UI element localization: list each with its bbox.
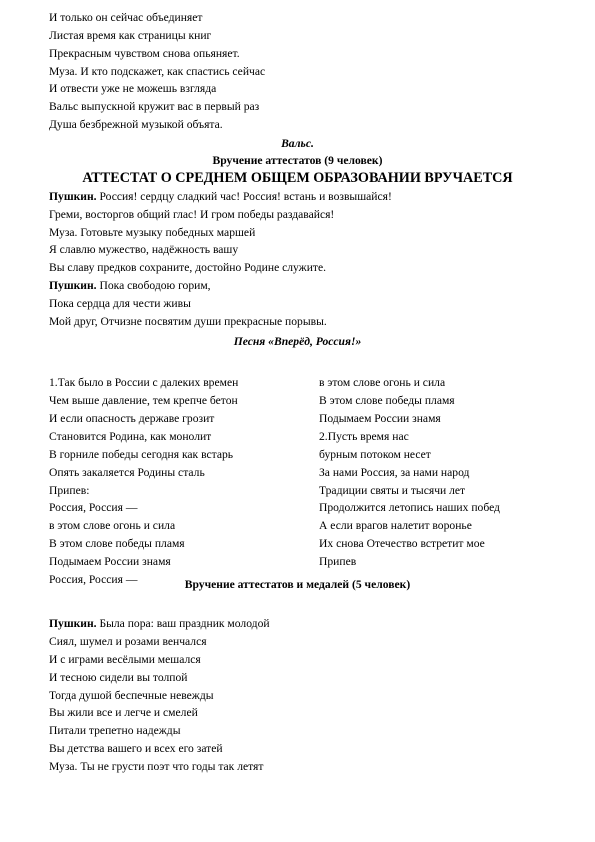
speech-text: Россия! сердцу сладкий час! Россия! встань и возвышайся! (96, 190, 392, 203)
song-line-left: Чем выше давление, тем крепче бетон (49, 394, 238, 407)
song-line-left: Припев: (49, 484, 90, 497)
song-line-left: в этом слове огонь и сила (49, 519, 176, 532)
award-title-9: Вручение аттестатов (9 человек) (212, 154, 383, 167)
poem-line: Вальс выпускной кружит вас в первый раз (49, 100, 260, 113)
speech-text: Была пора: ваш праздник молодой (96, 617, 270, 630)
speech-line: Мой друг, Отчизне посвятим души прекрасные порывы. (49, 315, 327, 328)
speech-line: Вы детства вашего и всех его затей (49, 742, 223, 755)
speaker-pushkin: Пушкин. (49, 279, 97, 292)
speech-line: Вы жили все и легче и смелей (49, 706, 198, 719)
song-line-left: В этом слове победы пламя (49, 537, 185, 550)
speech-line (49, 617, 270, 631)
song-line-right: в этом слове огонь и сила (319, 376, 446, 389)
song-line-right: бурным потоком несет (319, 448, 431, 461)
speech-line: Я славлю мужество, надёжность вашу (49, 243, 239, 256)
speech-line: И с играми весёлыми мешался (49, 653, 201, 666)
song-line-left: 1.Так было в России с далеких времен (49, 376, 239, 389)
poem-line: И только он сейчас объединяет (49, 11, 203, 24)
speech-line: Муза. Готовьте музыку победных маршей (49, 226, 256, 239)
poem-line: Муза. И кто подскажет, как спастись сейчас (49, 65, 266, 78)
waltz-direction: Вальс. (281, 137, 314, 150)
song-line-right: Продолжится летопись наших побед (319, 501, 500, 514)
song-line-left: В горниле победы сегодня как встарь (49, 448, 234, 461)
speech-line: Пока сердца для чести живы (49, 297, 191, 310)
song-line-right: Традиции святы и тысячи лет (319, 484, 466, 497)
speech-line: Греми, восторгов общий глас! И гром победы раздавайся! (49, 208, 335, 221)
speech-line (49, 190, 392, 204)
song-line-left: И если опасность державе грозит (49, 412, 215, 425)
poem-line: Душа безбрежной музыкой объята. (49, 118, 223, 131)
song-line-left: Подымаем России знамя (49, 555, 171, 568)
song-title: Песня «Вперёд, Россия!» (233, 335, 362, 348)
poem-line: И отвести уже не можешь взгляда (49, 82, 217, 95)
song-line-left: Становится Родина, как монолит (49, 430, 212, 443)
song-line-left: Опять закаляется Родины сталь (49, 466, 205, 479)
speech-line (49, 279, 211, 293)
poem-line: Прекрасным чувством снова опьяняет. (49, 47, 240, 60)
song-line-right: За нами Россия, за нами народ (319, 466, 470, 479)
speech-line: Тогда душой беспечные невежды (49, 689, 214, 702)
song-line-right: 2.Пусть время нас (319, 430, 409, 443)
certificate-heading: АТТЕСТАТ О СРЕДНЕМ ОБЩЕМ ОБРАЗОВАНИИ ВРУЧАЕТСЯ (82, 170, 513, 186)
song-line-right: В этом слове победы пламя (319, 394, 455, 407)
song-line-left: Россия, Россия — (49, 501, 138, 514)
speech-line: Вы славу предков сохраните, достойно Родине служите. (49, 261, 327, 274)
speech-text: Пока свободою горим, (96, 279, 211, 292)
poem-line: Листая время как страницы книг (49, 29, 212, 42)
speaker-pushkin: Пушкин. (49, 190, 97, 203)
song-line-right: А если врагов налетит воронье (319, 519, 472, 532)
speech-line: И тесною сидели вы толпой (49, 671, 188, 684)
song-line-right: Их снова Отечество встретит мое (319, 537, 485, 550)
song-line-left: Россия, Россия — (49, 573, 138, 586)
award-title-5: Вручение аттестатов и медалей (5 человек) (184, 578, 411, 591)
speaker-pushkin: Пушкин. (49, 617, 97, 630)
song-line-right: Припев (319, 555, 357, 568)
song-line-right: Подымаем России знамя (319, 412, 441, 425)
speech-line: Сиял, шумел и розами венчался (49, 635, 207, 648)
speech-line: Муза. Ты не грусти поэт что годы так летят (49, 760, 264, 773)
speech-line: Питали трепетно надежды (49, 724, 181, 737)
